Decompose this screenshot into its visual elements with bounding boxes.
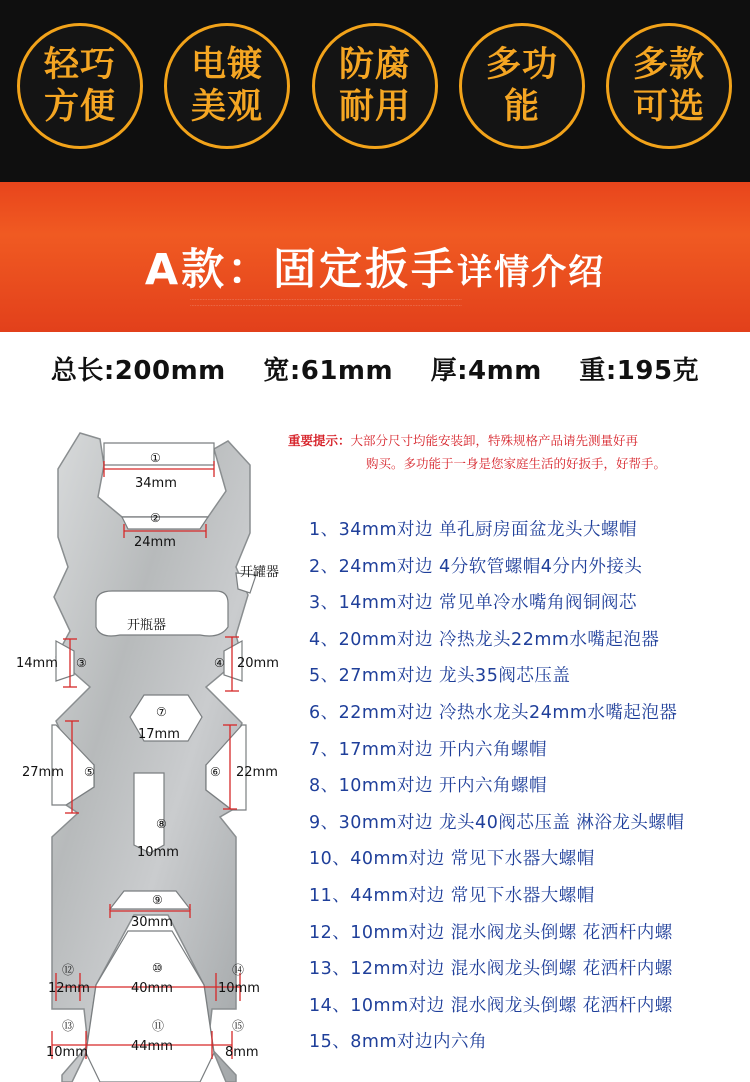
dim-number-3: ③	[76, 656, 87, 670]
page-title	[0, 236, 750, 297]
badge-plated-line2: 美观	[190, 87, 263, 127]
dim-number-4: ④	[214, 656, 225, 670]
dim-label-11: 44mm	[131, 1039, 173, 1054]
notice-label: 重要提示：	[288, 433, 351, 448]
notice-line1: 大部分尺寸均能安装卸，特殊规格产品请先测量好再	[350, 433, 639, 448]
badge-multifunction	[459, 23, 585, 149]
spec-length: 总长:200mm	[50, 356, 226, 386]
list-item: 2、24mm对边 4分软管螺帽4分内外接头	[309, 556, 643, 577]
list-item: 11、44mm对边 常见下水器大螺帽	[309, 885, 595, 906]
dim-number-2: ②	[150, 511, 161, 525]
dim-label-15: 8mm	[225, 1045, 259, 1060]
list-item: 3、14mm对边 常见单冷水嘴角阀铜阀芯	[309, 593, 638, 614]
dim-label-14: 10mm	[218, 981, 260, 996]
dim-label-6: 22mm	[236, 765, 278, 780]
list-item: 12、10mm对边 混水阀龙头倒螺 花洒杆内螺	[309, 922, 673, 943]
spec-summary	[0, 350, 750, 387]
badge-multifunction-line1: 多功	[485, 45, 558, 85]
badge-multifunction-line2: 能	[503, 87, 540, 127]
badge-options-line1: 多款	[632, 45, 705, 85]
can-opener-label: 开罐器	[240, 565, 280, 580]
list-item: 1、34mm对边 单孔厨房面盆龙头大螺帽	[309, 520, 638, 540]
bottle-opener-label: 开瓶器	[127, 618, 167, 633]
badge-anticorrosion-line2: 耐用	[338, 87, 411, 127]
badge-light-line1: 轻巧	[43, 45, 116, 85]
list-item: 9、30mm对边 龙头40阀芯压盖 淋浴龙头螺帽	[309, 812, 685, 833]
dim-number-8: ⑧	[156, 817, 167, 831]
title-sub: 详情介绍	[457, 253, 606, 293]
badge-light	[17, 23, 143, 149]
dim-label-1: 34mm	[135, 476, 177, 491]
title-main: A款：固定扳手	[144, 245, 458, 295]
list-item: 4、20mm对边 冷热龙头22mm水嘴起泡器	[309, 629, 660, 650]
spec-thickness: 厚:4mm	[430, 356, 542, 386]
dim-number-1: ①	[150, 451, 161, 465]
dim-number-14: ⑭	[232, 963, 245, 977]
list-item: 8、10mm对边 开内六角螺帽	[309, 776, 548, 797]
dim-number-9: ⑨	[152, 893, 163, 907]
dim-number-11: ⑪	[152, 1019, 165, 1033]
dim-label-10: 40mm	[131, 981, 173, 996]
badge-plated-line1: 电镀	[190, 45, 263, 85]
badge-light-line2: 方便	[43, 87, 116, 127]
list-item: 10、40mm对边 常见下水器大螺帽	[309, 849, 595, 870]
dim-number-5: ⑤	[84, 765, 95, 779]
list-item: 6、22mm对边 冷热水龙头24mm水嘴起泡器	[309, 702, 678, 723]
badge-anticorrosion	[312, 23, 438, 149]
dim-number-12: ⑫	[62, 963, 75, 977]
notice-line2: 购买。多功能于一身是您家庭生活的好扳手，好帮手。	[366, 456, 667, 471]
title-banner	[0, 182, 750, 332]
dim-label-4: 20mm	[237, 656, 279, 671]
decorative-fine-print: ........................................................................................................................................................................... ...........................................................................................................................................................................	[190, 296, 462, 308]
list-item: 14、10mm对边 混水阀龙头倒螺 花洒杆内螺	[309, 995, 673, 1016]
dim-label-9: 30mm	[131, 915, 173, 930]
dim-label-7: 17mm	[138, 727, 180, 742]
list-item: 5、27mm对边 龙头35阀芯压盖	[309, 666, 571, 687]
wrench-diagram	[0, 425, 300, 1082]
badge-options-line2: 可选	[632, 87, 705, 127]
feature-badge-band	[0, 0, 750, 182]
dim-label-13: 10mm	[46, 1045, 88, 1060]
dim-number-15: ⑮	[232, 1019, 245, 1033]
badge-options	[606, 23, 732, 149]
important-notice	[288, 429, 743, 475]
spec-weight: 重:195克	[579, 356, 700, 386]
dim-number-10: ⑩	[152, 961, 163, 975]
spec-width: 宽:61mm	[263, 356, 394, 386]
dim-label-5: 27mm	[22, 765, 64, 780]
dim-number-6: ⑥	[210, 765, 221, 779]
dim-number-13: ⑬	[62, 1019, 75, 1033]
list-item: 7、17mm对边 开内六角螺帽	[309, 739, 548, 760]
badge-plated	[164, 23, 290, 149]
badge-anticorrosion-line1: 防腐	[338, 45, 411, 85]
dim-label-8: 10mm	[137, 845, 179, 860]
dim-label-2: 24mm	[134, 535, 176, 550]
list-item: 15、8mm对边内六角	[309, 1032, 487, 1053]
dim-label-12: 12mm	[48, 981, 90, 996]
function-list	[309, 512, 744, 1061]
list-item: 13、12mm对边 混水阀龙头倒螺 花洒杆内螺	[309, 959, 673, 980]
dim-label-3: 14mm	[16, 656, 58, 671]
dim-number-7: ⑦	[156, 705, 167, 719]
